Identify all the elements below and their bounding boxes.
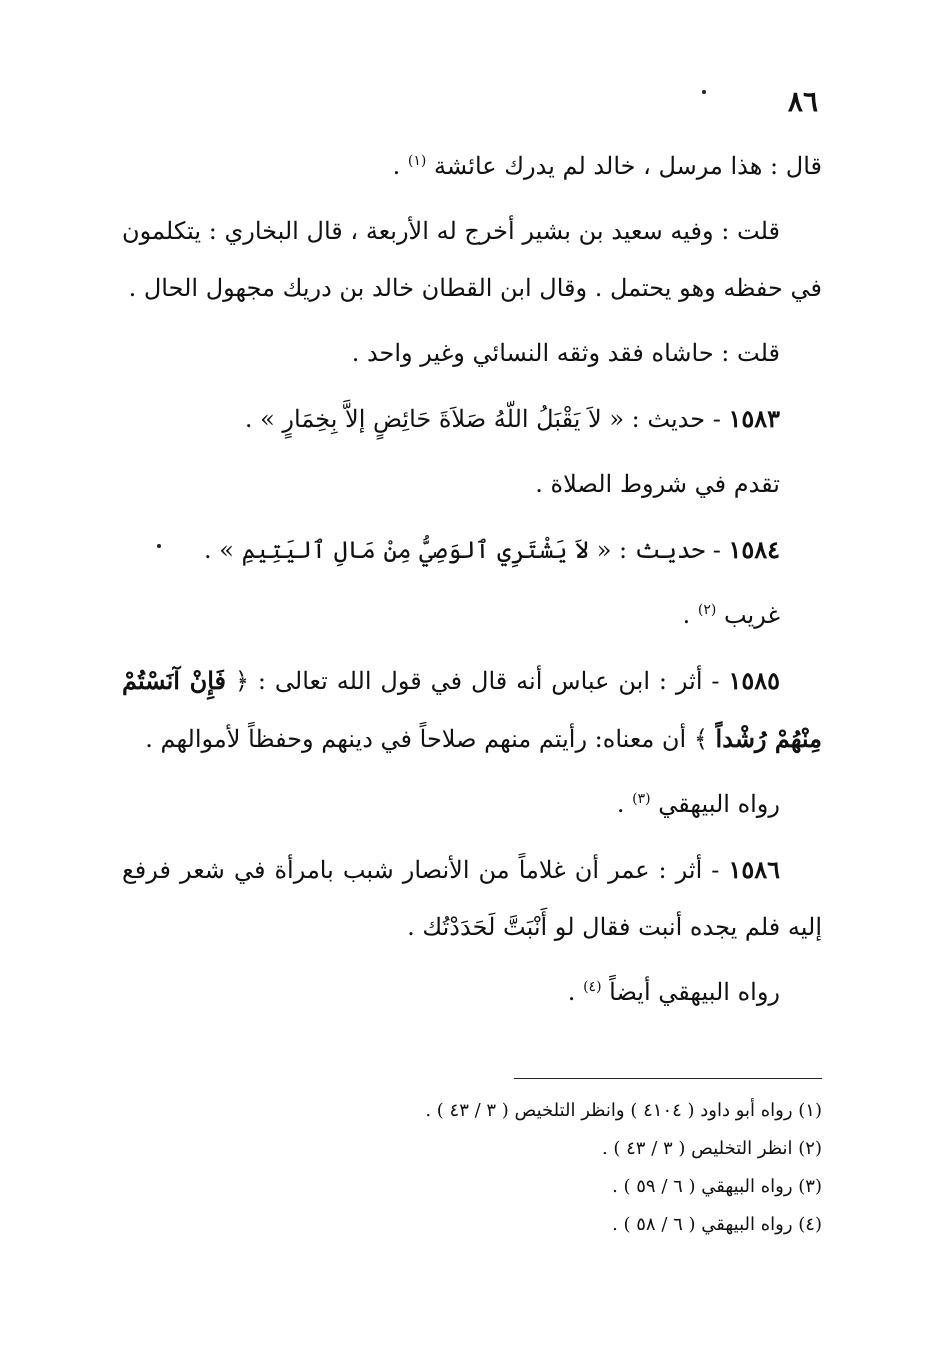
athar-text-b: ﴾ أن معناه: رأيتم منهم صلاحاً في دينهم وحفظاً لأموالهم .	[145, 725, 716, 753]
page-number: ٨٦	[787, 85, 818, 118]
hadith-number: ١٥٨٣	[728, 404, 780, 433]
paragraph-tail: .	[682, 601, 698, 629]
paragraph-text: رواه البيهقي أيضاً	[609, 978, 780, 1006]
footnote-ref: (٢)	[697, 602, 717, 618]
paragraph-bayhaqi-2	[122, 964, 822, 1021]
paragraph-gharib	[122, 587, 822, 644]
paragraph-text: قال : هذا مرسل ، خالد لم يدرك عائشة	[434, 152, 822, 180]
scan-speck	[157, 544, 161, 548]
paragraph-tail: .	[567, 978, 584, 1006]
hadith-1583	[122, 390, 822, 448]
scan-speck	[702, 90, 706, 94]
athar-1585	[122, 652, 822, 768]
quran-verse: فَإِنْ آنَسْتُمْ مِنْهُمْ رُشْداً	[122, 666, 822, 753]
athar-text: - أثر : عمر أن غلاماً من الأنصار شبب بامرأة في شعر فرفع إليه فلم يجده أنبت فقال لو أَنْبَتَّ لَحَدَدْتُك .	[122, 856, 822, 941]
paragraph-text: غريب	[723, 601, 780, 629]
footnote-item: (٣) رواه البيهقي ( ٦ / ٥٩ ) .	[612, 1176, 822, 1197]
athar-number: ١٥٨٥	[728, 666, 780, 695]
main-text	[122, 138, 822, 1021]
hadith-number: ١٥٨٤	[728, 535, 780, 564]
paragraph-tail: .	[392, 152, 408, 180]
paragraph-bayhaqi-1	[122, 776, 822, 833]
footnote-item: (١) رواه أبو داود ( ٤١٠٤ ) وانظر التلخيص ( ٣ / ٤٣ ) .	[425, 1100, 822, 1121]
footnotes	[122, 1092, 822, 1244]
footnote-item: (٢) انظر التخليص ( ٣ / ٤٣ ) .	[601, 1138, 822, 1159]
footnote-ref: (٤)	[583, 979, 602, 995]
hadith-text: - حديث : « لاَ يَقْبَلُ اللّهُ صَلاَةَ حَائِضٍ إلاَّ بِخِمَارٍ » .	[244, 405, 729, 433]
paragraph-shurut: تقدم في شروط الصلاة .	[535, 470, 780, 498]
paragraph-hashah: قلت : حاشاه فقد وثقه النسائي وغير واحد .	[351, 339, 780, 367]
athar-number: ١٥٨٦	[728, 855, 780, 884]
paragraph-tail: .	[616, 790, 633, 818]
footnote-item: (٤) رواه البيهقي ( ٦ / ٥٨ ) .	[612, 1214, 822, 1235]
footnote-ref: (١)	[407, 153, 427, 169]
athar-text-a: - أثر : ابن عباس أنه قال في قول الله تعالى : ﴿	[226, 667, 729, 695]
hadith-text: - حديث : « لاَ يَشْتَرِي ٱلوَصِيُّ مِنْ مَالِ ٱليَتِيمِ » .	[204, 536, 729, 564]
paragraph-text: رواه البيهقي	[658, 790, 780, 818]
paragraph-said-bashir: قلت : وفيه سعيد بن بشير أخرج له الأربعة ، قال البخاري : يتكلمون في حفظه وهو يحتمل . وقال ابن القطان خالد بن دريك مجهول الحال .	[122, 217, 822, 302]
footnote-ref: (٣)	[632, 791, 651, 807]
hadith-1584	[122, 521, 822, 579]
athar-1586	[122, 841, 822, 956]
footnote-divider	[514, 1078, 822, 1079]
paragraph-mursal	[122, 138, 822, 195]
